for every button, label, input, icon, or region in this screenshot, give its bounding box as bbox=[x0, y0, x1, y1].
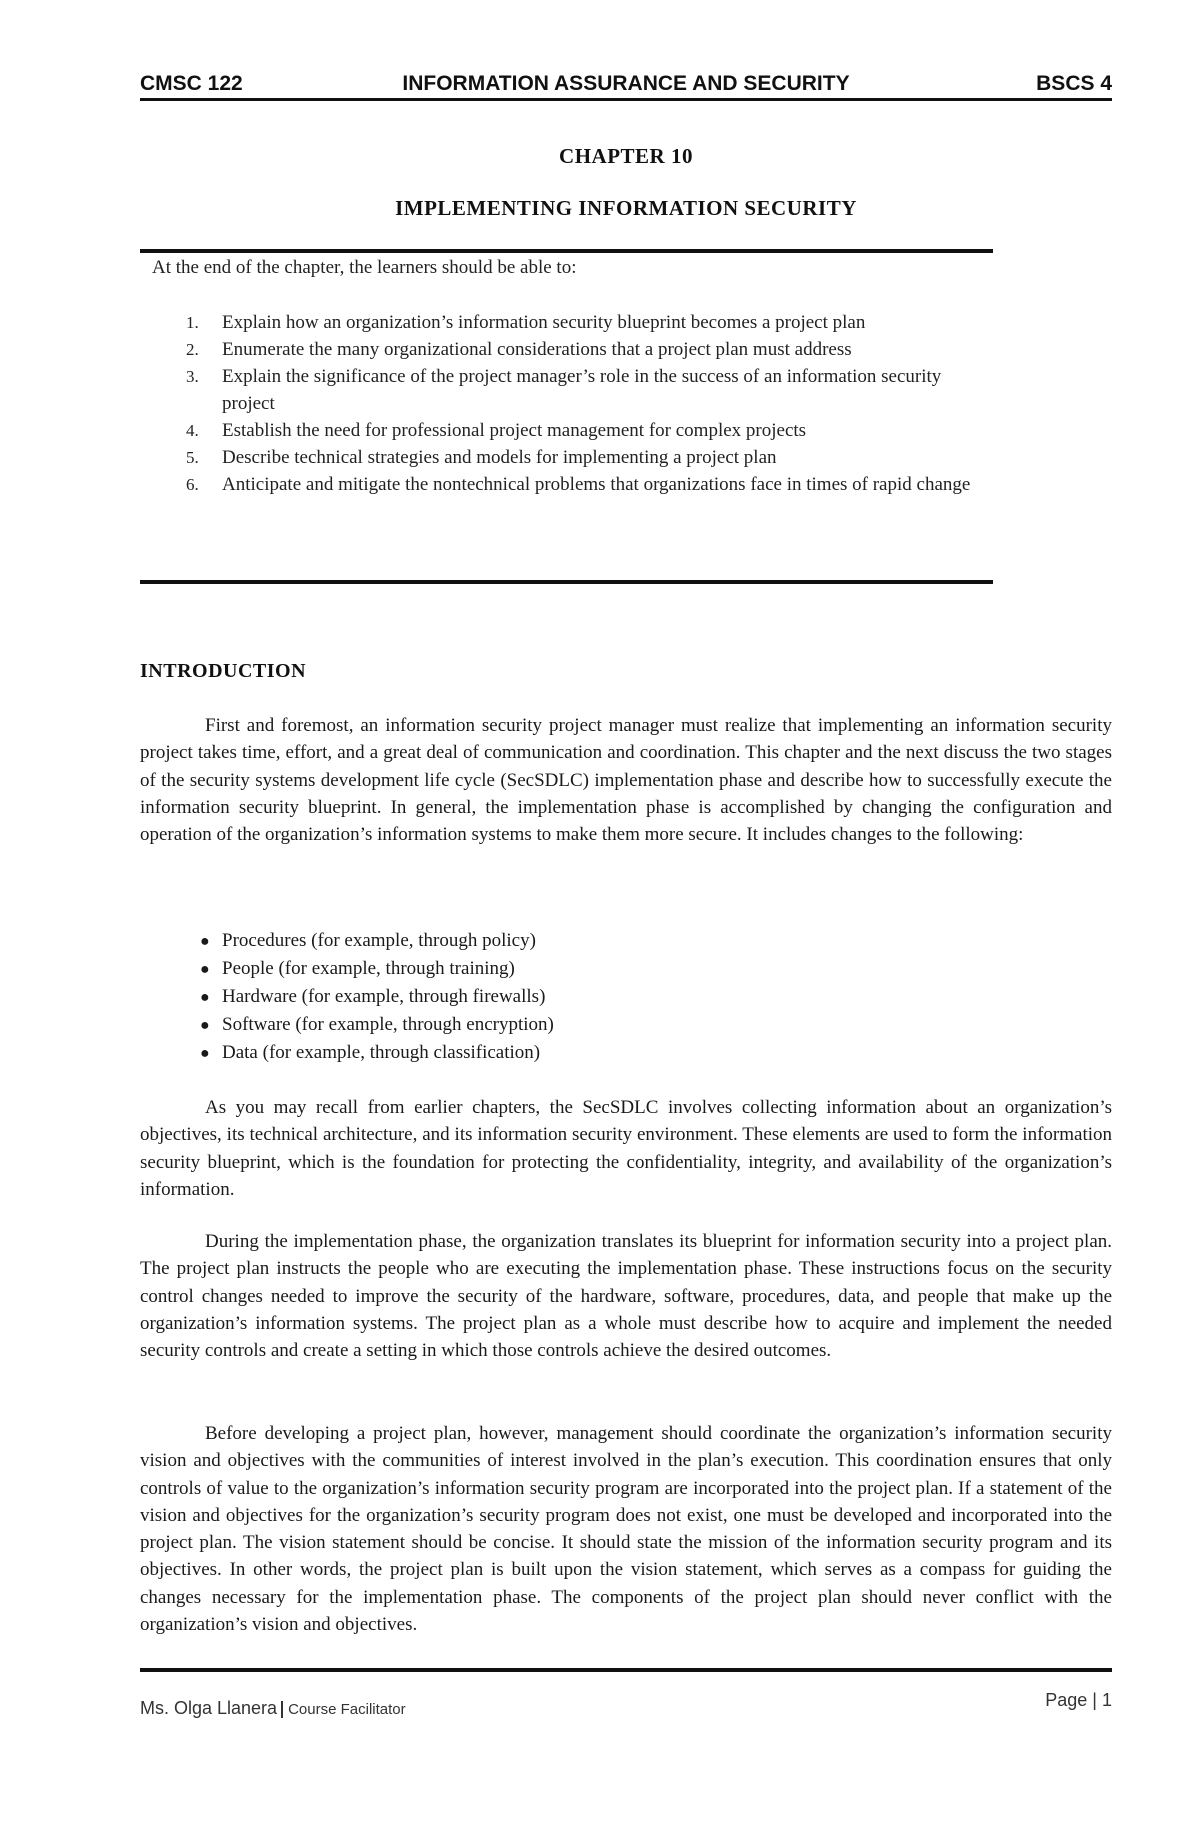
page-header bbox=[140, 72, 1112, 101]
objective-item: 2. Enumerate the many organizational considerations that a project plan must address bbox=[186, 339, 852, 360]
list-item: ● People (for example, through training) bbox=[200, 955, 554, 983]
author-role: Course Facilitator bbox=[281, 1701, 406, 1718]
divider-bottom bbox=[140, 1668, 1112, 1672]
bullet-icon: ● bbox=[200, 1045, 210, 1062]
page-number: Page | 1 bbox=[1045, 1690, 1112, 1710]
list-item: ● Hardware (for example, through firewalls) bbox=[200, 983, 554, 1011]
course-code: CMSC 122 bbox=[140, 72, 243, 95]
bullet-icon: ● bbox=[200, 989, 210, 1006]
list-item: ● Procedures (for example, through policy) bbox=[200, 927, 554, 955]
intro-paragraph-4: Before developing a project plan, however, management should coordinate the organization’s information security vision and objectives with the communities of interest involved in the plan’s execution. This coordination ensures that only controls of value to the organization’s information security program are incorporated into the project plan. If a statement of the vision and objectives for the organization’s security program does not exist, one must be developed and incorporated into the project plan. The vision statement should be concise. It should state the mission of the information security program and its objectives. In other words, the project plan is built upon the vision statement, which serves as a compass for guiding the changes necessary for the implementation phase. The components of the project plan should never conflict with the organization’s vision and objectives. bbox=[140, 1423, 1112, 1636]
objective-item: 3. Explain the significance of the project manager’s role in the success of an information security project bbox=[186, 366, 942, 414]
intro-paragraph-2: As you may recall from earlier chapters, the SecSDLC involves collecting information about an organization’s objectives, its technical architecture, and its information security environment. These elements are used to form the information security blueprint, which is the foundation for protecting the confidentiality, integrity, and availability of the organization’s information. bbox=[140, 1097, 1112, 1200]
bullet-list bbox=[200, 927, 554, 1067]
divider-top bbox=[140, 249, 993, 253]
intro-paragraph-3: During the implementation phase, the organization translates its blueprint for information security into a project plan. The project plan instructs the people who are executing the implementation phase. These instructions focus on the security control changes needed to improve the security of the hardware, software, procedures, data, and people that make up the organization’s information systems. The project plan as a whole must describe how to acquire and implement the needed security controls and create a setting in which those controls achieve the desired outcomes. bbox=[140, 1231, 1112, 1362]
objectives-intro: At the end of the chapter, the learners should be able to: bbox=[152, 257, 577, 278]
chapter-number: CHAPTER 10 bbox=[559, 144, 693, 168]
list-item: ● Data (for example, through classification) bbox=[200, 1039, 554, 1067]
author-name: Ms. Olga Llanera bbox=[140, 1698, 278, 1718]
intro-paragraph-1: First and foremost, an information security project manager must realize that implementing an information security project takes time, effort, and a great deal of communication and coordination. This chapter and the next discuss the two stages of the security systems development life cycle (SecSDLC) implementation phase and describe how to successfully execute the information security blueprint. In general, the implementation phase is accomplished by changing the configuration and operation of the organization’s information systems to make them more secure. It includes changes to the following: bbox=[140, 715, 1112, 846]
footer-author bbox=[140, 1698, 406, 1719]
objective-item: 1. Explain how an organization’s information security blueprint becomes a project plan bbox=[186, 312, 866, 333]
bullet-icon: ● bbox=[200, 961, 210, 978]
program-label: BSCS 4 bbox=[1036, 72, 1112, 95]
bullet-icon: ● bbox=[200, 933, 210, 950]
objective-item: 6. Anticipate and mitigate the nontechnical problems that organizations face in times of rapid change bbox=[186, 474, 971, 495]
chapter-title: IMPLEMENTING INFORMATION SECURITY bbox=[395, 196, 857, 220]
objective-item: 5. Describe technical strategies and models for implementing a project plan bbox=[186, 447, 777, 468]
divider-middle bbox=[140, 580, 993, 584]
course-title: INFORMATION ASSURANCE AND SECURITY bbox=[402, 72, 850, 95]
list-item: ● Software (for example, through encryption) bbox=[200, 1011, 554, 1039]
bullet-icon: ● bbox=[200, 1017, 210, 1034]
objective-item: 4. Establish the need for professional project management for complex projects bbox=[186, 420, 807, 441]
objectives-list bbox=[186, 309, 986, 498]
section-heading: INTRODUCTION bbox=[140, 660, 307, 682]
